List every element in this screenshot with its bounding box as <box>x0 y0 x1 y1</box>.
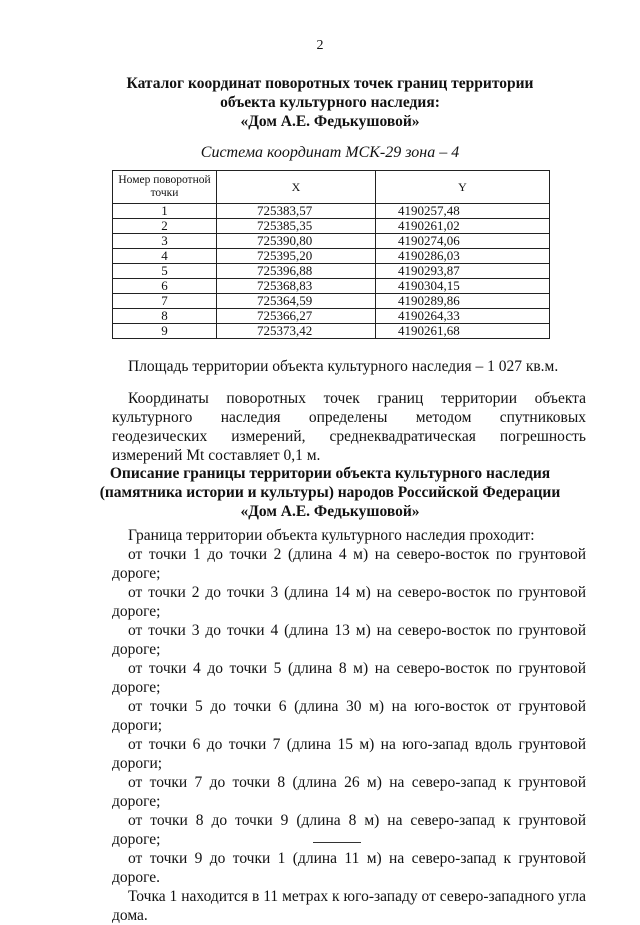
table-header-row <box>113 171 550 204</box>
closing-note: Точка 1 находится в 11 метрах к юго-западу от северо-западного угла дома. <box>112 888 586 924</box>
boundary-segment: от точки 5 до точки 6 (длина 30 м) на юго-восток от грунтовой дороги; <box>112 698 586 734</box>
table-row <box>113 234 550 249</box>
point-number-cell: 3 <box>113 234 217 249</box>
page-number: 2 <box>316 38 324 53</box>
catalog-title-line: Каталог координат поворотных точек границ территории <box>126 75 534 92</box>
catalog-title-line: «Дом А.Е. Федькушовой» <box>240 113 420 130</box>
coordinates-table <box>112 170 550 339</box>
description-title-line: «Дом А.Е. Федькушовой» <box>240 503 420 520</box>
area-statement: Площадь территории объекта культурного наследия – 1 027 кв.м. <box>128 358 559 375</box>
area-text <box>112 357 586 376</box>
method-text: Координаты поворотных точек границ территории объекта культурного наследия определены методом спутниковых геодезических измерений, среднеквадратическая погрешность измерений Mt составляет 0,1 м. <box>112 390 586 464</box>
boundary-intro: Граница территории объекта культурного наследия проходит: <box>128 527 535 544</box>
point-number-cell: 7 <box>113 294 217 309</box>
x-cell: 725395,20 <box>217 249 376 264</box>
end-divider <box>313 842 361 843</box>
y-cell: 4190261,02 <box>376 219 550 234</box>
boundary-segment: от точки 3 до точки 4 (длина 13 м) на северо-восток по грунтовой дороге; <box>112 622 586 658</box>
y-cell: 4190304,15 <box>376 279 550 294</box>
boundary-segment: от точки 7 до точки 8 (длина 26 м) на северо-запад к грунтовой дороге; <box>112 774 586 810</box>
y-cell: 4190293,87 <box>376 264 550 279</box>
description-title-line: Описание границы территории объекта культурного наследия <box>109 465 551 482</box>
header-y: Y <box>376 171 550 204</box>
x-cell: 725385,35 <box>217 219 376 234</box>
point-number-cell: 2 <box>113 219 217 234</box>
x-cell: 725373,42 <box>217 324 376 339</box>
description-title <box>80 464 580 521</box>
boundary-segment: от точки 6 до точки 7 (длина 15 м) на юго-запад вдоль грунтовой дороги; <box>112 736 586 772</box>
x-cell: 725368,83 <box>217 279 376 294</box>
y-cell: 4190289,86 <box>376 294 550 309</box>
table-row <box>113 249 550 264</box>
boundary-segment: от точки 8 до точки 9 (длина 8 м) на северо-запад к грунтовой дороге; <box>112 812 586 848</box>
x-cell: 725366,27 <box>217 309 376 324</box>
x-cell: 725364,59 <box>217 294 376 309</box>
y-cell: 4190274,06 <box>376 234 550 249</box>
point-number-cell: 9 <box>113 324 217 339</box>
catalog-title <box>80 74 580 131</box>
y-cell: 4190257,48 <box>376 204 550 219</box>
y-cell: 4190286,03 <box>376 249 550 264</box>
point-number-cell: 8 <box>113 309 217 324</box>
x-cell: 725396,88 <box>217 264 376 279</box>
header-x: X <box>217 171 376 204</box>
table-row <box>113 204 550 219</box>
table-row <box>113 219 550 234</box>
point-number-cell: 5 <box>113 264 217 279</box>
boundary-segment: от точки 9 до точки 1 (длина 11 м) на северо-запад к грунтовой дороге. <box>112 850 586 886</box>
y-cell: 4190264,33 <box>376 309 550 324</box>
table-row <box>113 294 550 309</box>
x-cell: 725383,57 <box>217 204 376 219</box>
table-row <box>113 264 550 279</box>
x-cell: 725390,80 <box>217 234 376 249</box>
boundary-description <box>112 526 586 925</box>
boundary-segment: от точки 4 до точки 5 (длина 8 м) на северо-восток по грунтовой дороге; <box>112 660 586 696</box>
y-cell: 4190261,68 <box>376 324 550 339</box>
catalog-title-line: объекта культурного наследия: <box>220 94 440 111</box>
table-row <box>113 279 550 294</box>
point-number-cell: 6 <box>113 279 217 294</box>
boundary-segment: от точки 2 до точки 3 (длина 14 м) на северо-восток по грунтовой дороге; <box>112 584 586 620</box>
boundary-segment: от точки 1 до точки 2 (длина 4 м) на северо-восток по грунтовой дороге; <box>112 546 586 582</box>
point-number-cell: 1 <box>113 204 217 219</box>
point-number-cell: 4 <box>113 249 217 264</box>
description-title-line: (памятника истории и культуры) народов Российской Федерации <box>99 484 561 501</box>
table-row <box>113 309 550 324</box>
coordinate-system: Система координат МСК-29 зона – 4 <box>200 144 460 161</box>
table-row <box>113 324 550 339</box>
header-point-number: Номер поворотной точки <box>113 171 217 204</box>
